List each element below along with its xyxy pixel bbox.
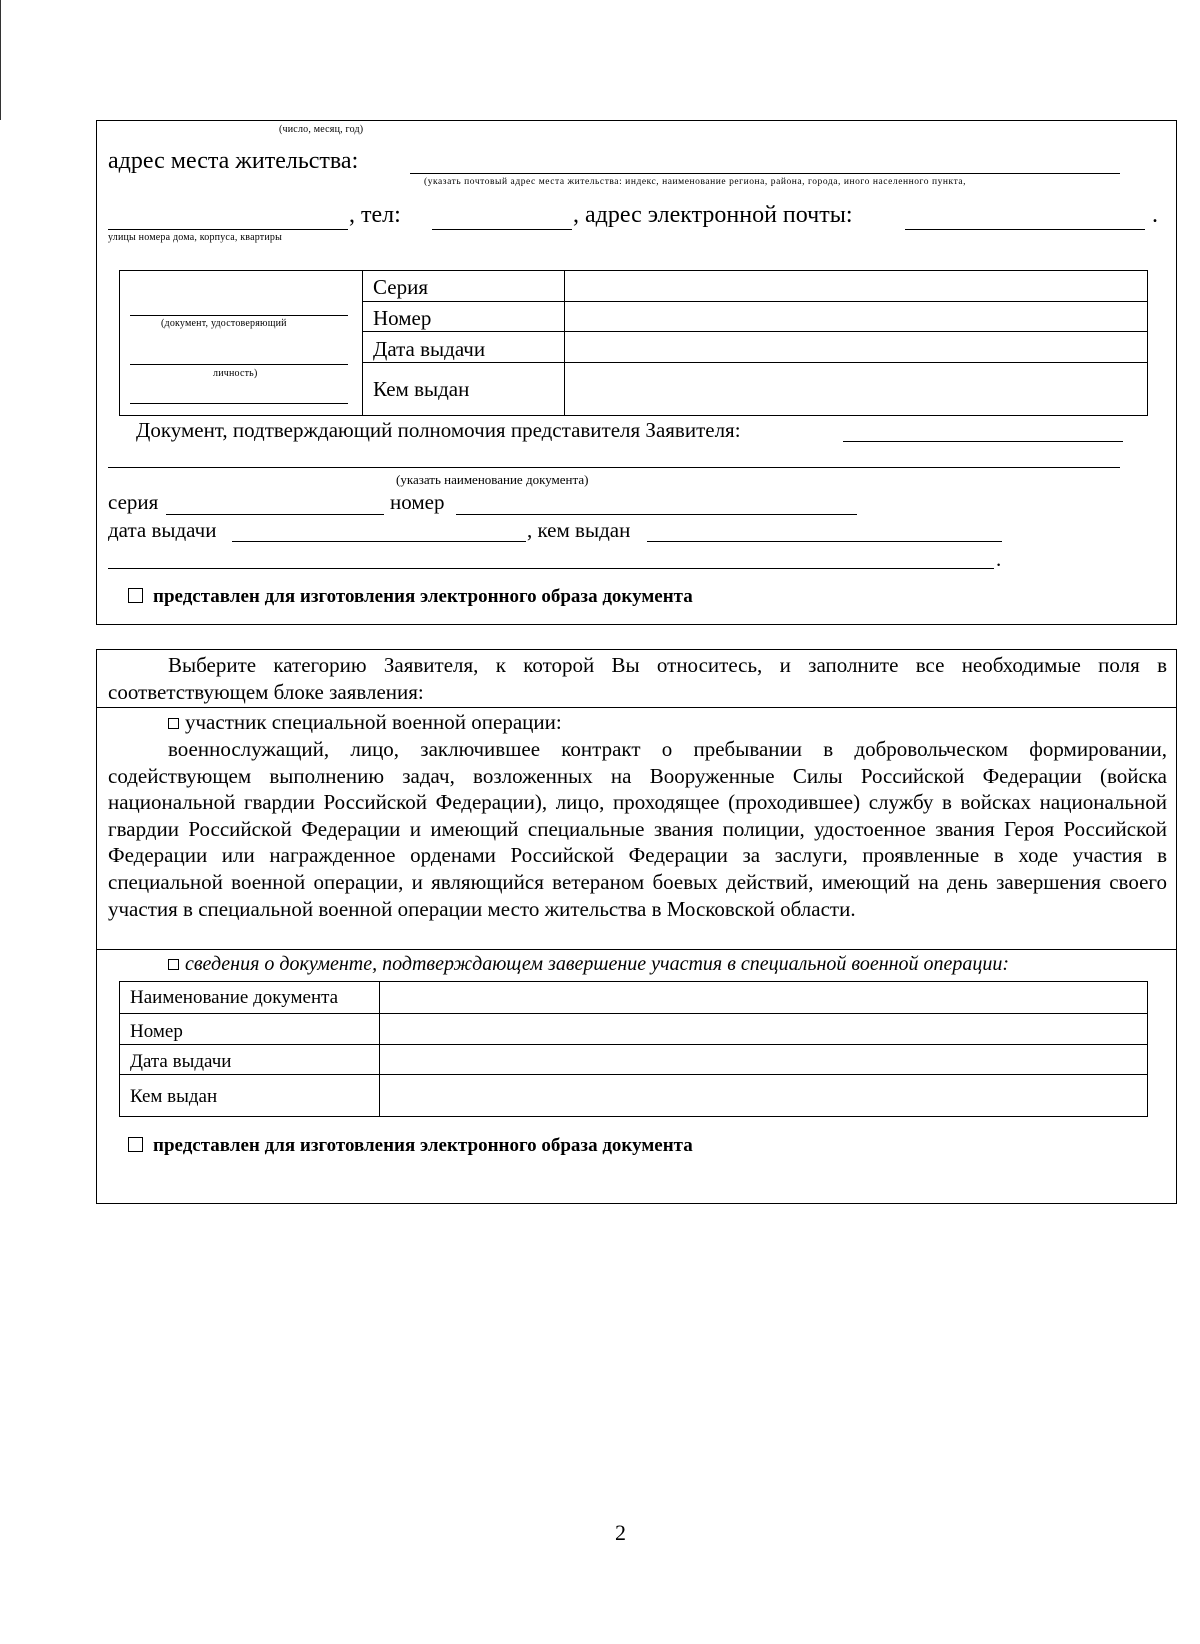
category-intro-divider [96,707,1177,708]
id-document-table [119,270,1148,416]
id-table-row-divider [362,362,1148,363]
category-intro [108,652,1167,705]
representative-series-label: серия [108,490,159,514]
svo-row-label-number: Номер [130,1021,183,1042]
doc-info-row[interactable] [168,953,1009,976]
tel-field-line[interactable] [432,229,572,230]
id-table-row-divider [362,301,1148,302]
representative-series-line[interactable] [166,514,384,515]
street-hint: улицы номера дома, корпуса, квартиры [108,232,283,243]
page-number: 2 [615,1520,626,1545]
scan-edge-mark [0,0,1,120]
representative-number-line[interactable] [456,514,857,515]
svo-table-row-divider [119,1044,1148,1045]
svo-option-checkbox[interactable] [168,718,179,729]
representative-doc-line[interactable] [108,467,1120,468]
svo-row-label-issued-by: Кем выдан [130,1086,218,1107]
representative-checkbox-label: представлен для изготовления электронного образа документа [153,586,693,607]
svo-checkbox-label: представлен для изготовления электронного образа документа [153,1135,693,1156]
id-doc-hint-1: (документ, удостоверяющий [161,318,287,329]
id-doc-hint-2: личность) [213,368,258,379]
svo-checkbox-row[interactable] [128,1135,693,1157]
representative-issued-by-line[interactable] [108,568,994,569]
svo-option-label: участник специальной военной операции: [185,710,562,734]
id-doc-name-line[interactable] [130,315,348,316]
id-row-label-number: Номер [373,306,432,330]
address-field-line[interactable] [410,173,1120,174]
street-field-line[interactable] [108,229,348,230]
representative-checkbox-row[interactable] [128,586,693,608]
doc-info-label: сведения о документе, подтверждающем завершение участия в специальной военной операции: [185,953,1010,975]
svo-row-label-doc-name: Наименование документа [130,987,339,1008]
svo-table-col-divider [379,981,380,1117]
svo-option-row[interactable] [168,710,562,735]
representative-issue-date-label: дата выдачи [108,518,217,542]
category-intro-text: Выберите категорию Заявителя, к которой Вы относитесь, и заполните все необходимые поля в соответствующем блоке заявления: [108,653,1167,704]
svo-table-row-divider [119,1013,1148,1014]
representative-doc-title: Документ, подтверждающий полномочия представителя Заявителя: [136,418,741,442]
id-doc-name-line[interactable] [130,364,348,365]
svo-description-divider [96,949,1177,950]
address-label: адрес места жительства: [108,148,359,174]
representative-issue-date-line[interactable] [232,541,526,542]
address-hint: (указать почтовый адрес места жительства: индекс, наименование региона, района, города, иного населенного пункта, [424,177,967,187]
svo-row-label-issue-date: Дата выдачи [130,1051,232,1072]
representative-issued-by-label: , кем выдан [527,518,631,542]
representative-checkbox[interactable] [128,588,143,603]
tel-label: , тел: [349,202,401,228]
representative-number-label: номер [390,490,445,514]
email-field-line[interactable] [905,229,1145,230]
representative-doc-line[interactable] [843,441,1123,442]
svo-description-text: военнослужащий, лицо, заключившее контракт о пребывании в добровольческом формировании, содействующем выполнению задач, возложенных на Вооруженные Силы Российской Федерации (войска национальной гвардии Российской Федерации), лицо, проходящее (проходившее) службу в войсках национальной гвардии Российской Федерации и имеющий специальные звания полиции, удостоенное звания Героя Российской Федерации или награжденное орденами Российской Федерации за заслуги, проявленные в ходе участия в специальной военной операции, и являющийся ветераном боевых действий, имеющий на день завершения своего участия в специальной военной операции место жительства в Московской области. [108,737,1167,921]
svo-description [108,736,1167,922]
id-row-label-issue-date: Дата выдачи [373,337,486,361]
address-period: . [1152,202,1158,228]
id-table-row-divider [362,331,1148,332]
id-table-col-divider-2 [564,270,565,416]
id-table-col-divider-1 [362,270,363,416]
representative-period: . [996,547,1002,571]
id-doc-name-line[interactable] [130,403,348,404]
representative-issued-by-line[interactable] [647,541,1002,542]
id-row-label-issued-by: Кем выдан [373,377,470,401]
date-hint: (число, месяц, год) [279,124,364,135]
representative-doc-hint: (указать наименование документа) [396,472,589,487]
email-label: , адрес электронной почты: [573,202,853,228]
id-row-label-series: Серия [373,275,428,299]
svo-checkbox[interactable] [128,1137,143,1152]
svo-table-row-divider [119,1074,1148,1075]
doc-info-checkbox[interactable] [168,959,179,970]
